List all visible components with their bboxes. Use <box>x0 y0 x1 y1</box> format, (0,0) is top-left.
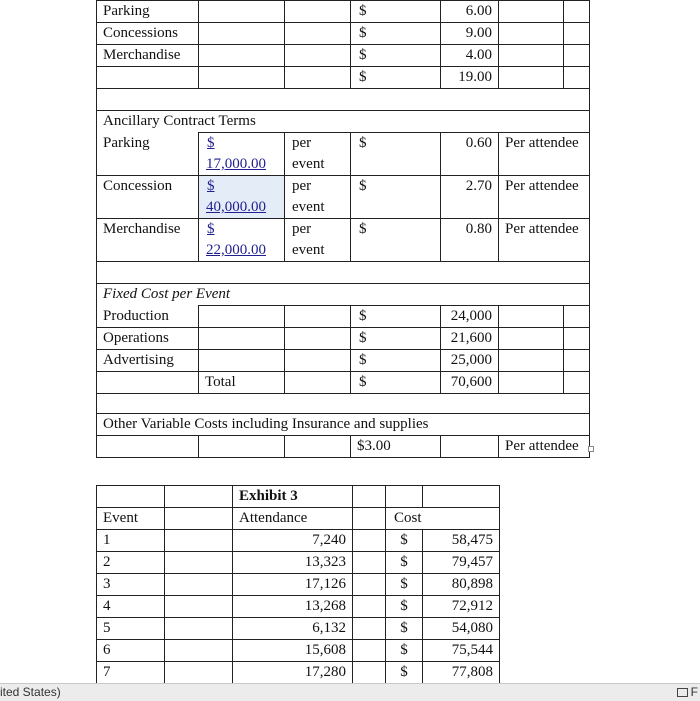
table-header-row <box>97 508 500 530</box>
table-row <box>97 596 500 618</box>
table-row <box>97 530 500 552</box>
table-row <box>97 640 500 662</box>
attendance-value: 17,280 <box>233 662 353 684</box>
table-row <box>97 414 590 436</box>
attendance-value: 13,323 <box>233 552 353 574</box>
event-number: 5 <box>97 618 165 640</box>
cost-table <box>96 0 590 458</box>
row-label: Advertising <box>97 350 199 372</box>
print-layout-view-icon[interactable] <box>677 688 688 697</box>
table-row <box>97 574 500 596</box>
currency-symbol: $ <box>351 133 441 176</box>
row-label: Concessions <box>97 23 199 45</box>
table-row <box>97 219 590 262</box>
section-title: Other Variable Costs including Insurance and supplies <box>97 414 590 436</box>
table-row <box>97 89 590 111</box>
currency-symbol: $ <box>386 552 423 574</box>
currency-symbol: $ <box>386 618 423 640</box>
row-label: Concession <box>97 176 199 219</box>
amount-link[interactable]: 17,000.00 <box>206 156 266 172</box>
table-row <box>97 23 590 45</box>
row-value: 21,600 <box>441 328 499 350</box>
currency-symbol: $ <box>386 662 423 684</box>
section-title: Ancillary Contract Terms <box>97 111 590 133</box>
row-value: 0.80 <box>441 219 499 262</box>
table-row <box>97 328 590 350</box>
status-bar <box>0 683 700 701</box>
total-value: 70,600 <box>441 372 499 394</box>
row-value: 2.70 <box>441 176 499 219</box>
attendance-value: 17,126 <box>233 574 353 596</box>
event-number: 2 <box>97 552 165 574</box>
row-value: 19.00 <box>441 67 499 89</box>
cost-value: 80,898 <box>423 574 500 596</box>
event-number: 7 <box>97 662 165 684</box>
attendance-value: 6,132 <box>233 618 353 640</box>
row-value: 6.00 <box>441 1 499 23</box>
table-row <box>97 436 590 458</box>
currency-symbol: $ <box>386 640 423 662</box>
currency-symbol: $ <box>351 67 441 89</box>
event-label: event <box>292 242 325 258</box>
cost-value: 77,808 <box>423 662 500 684</box>
column-header-attendance: Attendance <box>233 508 353 530</box>
currency-symbol: $ <box>386 530 423 552</box>
event-number: 3 <box>97 574 165 596</box>
section-title: Fixed Cost per Event <box>97 284 590 306</box>
table-row <box>97 394 590 414</box>
currency-symbol: $ <box>351 1 441 23</box>
currency-symbol: $ <box>351 45 441 67</box>
table-row <box>97 284 590 306</box>
per-label: per <box>292 135 312 151</box>
table-row <box>97 618 500 640</box>
language-indicator[interactable]: ited States) <box>0 685 61 699</box>
column-header-event: Event <box>97 508 165 530</box>
currency-symbol: $ <box>351 372 441 394</box>
exhibit-table <box>96 485 500 683</box>
table-row <box>97 662 500 684</box>
currency-symbol: $ <box>351 219 441 262</box>
row-label: Parking <box>97 133 199 176</box>
row-value: 25,000 <box>441 350 499 372</box>
unit-label: Per attendee <box>499 436 590 458</box>
cost-value: 58,475 <box>423 530 500 552</box>
cost-value: 54,080 <box>423 618 500 640</box>
table-row <box>97 306 590 328</box>
table-row <box>97 176 590 219</box>
currency-symbol: $ <box>351 306 441 328</box>
event-label: event <box>292 199 325 215</box>
unit-label: Per attendee <box>499 133 590 176</box>
row-value: 4.00 <box>441 45 499 67</box>
table-resize-handle[interactable] <box>588 446 594 452</box>
row-value: 0.60 <box>441 133 499 176</box>
other-value: $3.00 <box>351 436 441 458</box>
currency-symbol: $ <box>386 574 423 596</box>
event-number: 1 <box>97 530 165 552</box>
cost-value: 79,457 <box>423 552 500 574</box>
currency-symbol: $ <box>351 328 441 350</box>
row-value: 24,000 <box>441 306 499 328</box>
table-row <box>97 45 590 67</box>
row-label: Parking <box>97 1 199 23</box>
event-number: 4 <box>97 596 165 618</box>
table-row <box>97 133 590 176</box>
currency-symbol: $ <box>351 350 441 372</box>
unit-label: Per attendee <box>499 219 590 262</box>
row-label: Merchandise <box>97 45 199 67</box>
exhibit-title: Exhibit 3 <box>233 486 353 508</box>
per-label: per <box>292 221 312 237</box>
row-label: Merchandise <box>97 219 199 262</box>
row-label: Production <box>97 306 199 328</box>
row-label <box>97 67 199 89</box>
amount-symbol-link[interactable]: $ <box>207 135 215 151</box>
row-label: Operations <box>97 328 199 350</box>
currency-symbol: $ <box>351 23 441 45</box>
table-row <box>97 1 590 23</box>
amount-symbol-link[interactable]: $ <box>207 221 215 237</box>
unit-label: Per attendee <box>499 176 590 219</box>
per-label: per <box>292 178 312 194</box>
row-value: 9.00 <box>441 23 499 45</box>
table-row <box>97 372 590 394</box>
table-row <box>97 111 590 133</box>
table-row <box>97 552 500 574</box>
currency-symbol: $ <box>351 176 441 219</box>
table-row <box>97 262 590 284</box>
table-row <box>97 67 590 89</box>
attendance-value: 15,608 <box>233 640 353 662</box>
column-header-cost: Cost <box>386 508 500 530</box>
table-row <box>97 486 500 508</box>
event-number: 6 <box>97 640 165 662</box>
event-label: event <box>292 156 325 172</box>
cost-value: 75,544 <box>423 640 500 662</box>
amount-link[interactable]: 40,000.00 <box>206 199 266 215</box>
total-label: Total <box>199 372 285 394</box>
table-row <box>97 350 590 372</box>
attendance-value: 7,240 <box>233 530 353 552</box>
attendance-value: 13,268 <box>233 596 353 618</box>
view-label[interactable]: F <box>690 685 698 699</box>
amount-link[interactable]: 22,000.00 <box>206 242 266 258</box>
cost-value: 72,912 <box>423 596 500 618</box>
amount-symbol-link[interactable]: $ <box>207 178 215 194</box>
currency-symbol: $ <box>386 596 423 618</box>
